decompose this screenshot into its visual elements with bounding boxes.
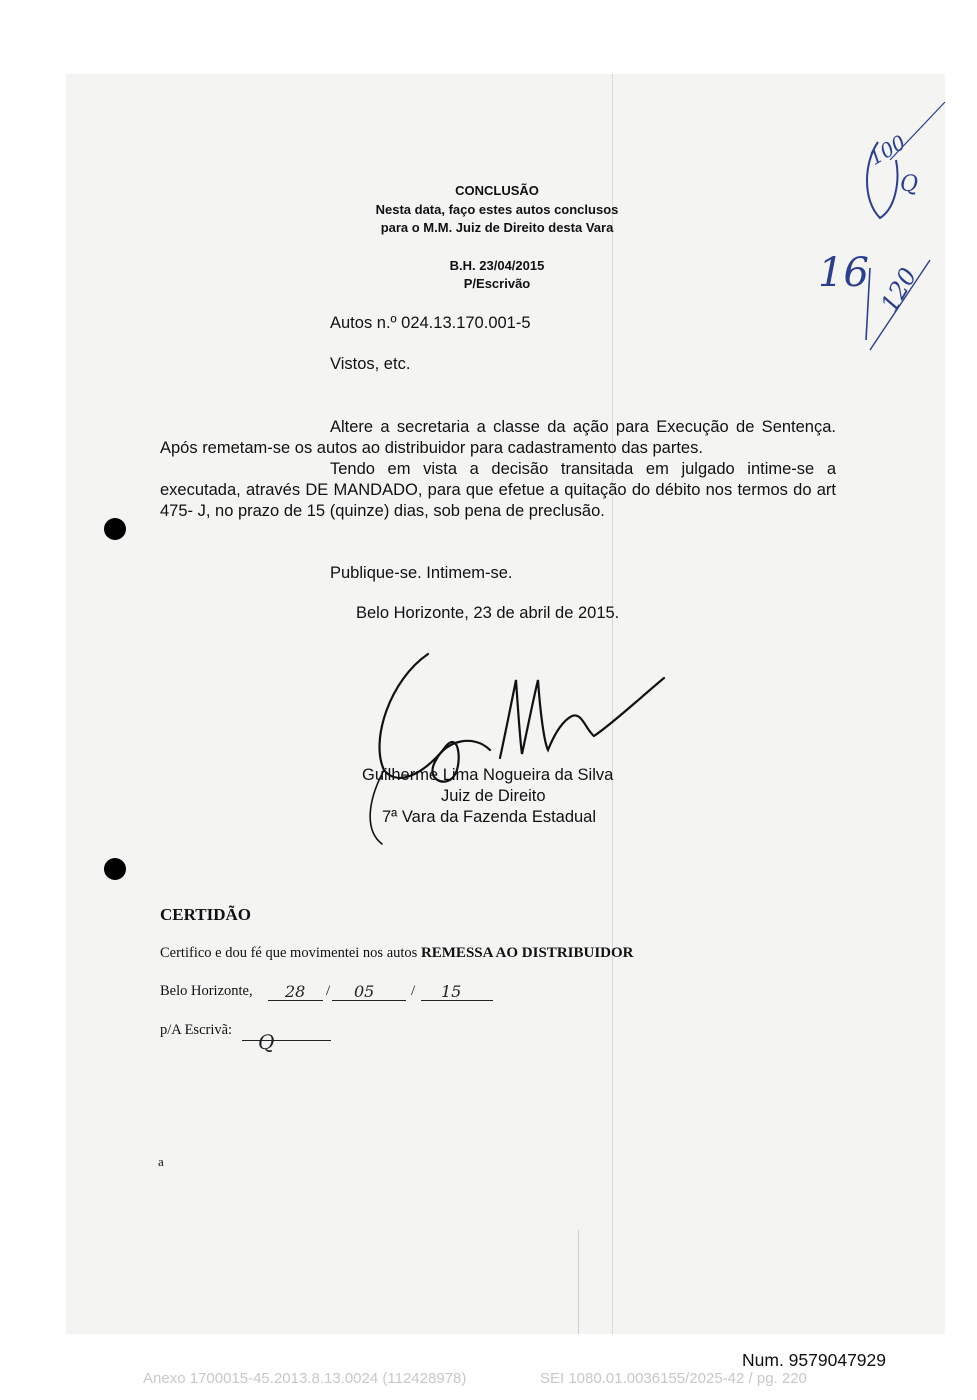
signer-name: Guilherme Lima Nogueira da Silva	[362, 766, 614, 784]
date-separator-2: /	[411, 983, 416, 999]
margin-annotations	[800, 100, 950, 360]
certidao-text	[160, 945, 634, 962]
punch-hole-bottom	[104, 858, 126, 880]
punch-hole-top	[104, 518, 126, 540]
date-separator-1: /	[326, 983, 331, 999]
closing: Publique-se. Intimem-se.	[330, 564, 513, 582]
opening: Vistos, etc.	[330, 355, 411, 373]
certidao-month: 05	[354, 982, 375, 1001]
stray-mark: a	[158, 1154, 164, 1169]
certidao-text-prefix: Certifico e dou fé que movimentei nos autos	[160, 945, 421, 961]
page-fold-line-lower	[578, 1230, 579, 1334]
paragraph-1	[160, 417, 836, 459]
document-number: Num. 9579047929	[742, 1350, 886, 1370]
paragraph-2-text: Tendo em vista a decisão transitada em julgado intime-se a executada, através DE MANDADO, para que efetue a quitação do débito nos termos do art 475- J, no prazo de 15 (quinze) dias, sob pena de preclusão.	[160, 460, 836, 520]
margin-note-top-initial: Q	[900, 172, 919, 197]
clerk-line	[242, 1040, 331, 1041]
margin-note-mid-left: 16	[818, 250, 869, 296]
annex-reference: Anexo 1700015-45.2013.8.13.0024 (112428978)	[143, 1370, 467, 1387]
margin-note-mid-right: 120	[875, 263, 923, 317]
paragraph-2	[160, 459, 836, 522]
case-number: Autos n.º 024.13.170.001-5	[330, 314, 531, 332]
paragraph-1-text: Altere a secretaria a classe da ação para Execução de Sentença. Após remetam-se os autos ao distribuidor para cadastramento das partes.	[160, 418, 836, 457]
stamp-role: P/Escrivão	[463, 276, 531, 291]
certidao-day: 28	[285, 982, 306, 1001]
certidao-place-label: Belo Horizonte,	[160, 983, 253, 999]
stamp-line-2: para o M.M. Juiz de Direito desta Vara	[380, 220, 614, 235]
certidao-text-bold: REMESSA AO DISTRIBUIDOR	[420, 945, 634, 961]
certidao-year: 15	[441, 982, 462, 1001]
certidao-heading: CERTIDÃO	[160, 905, 252, 924]
sei-reference: SEI 1080.01.0036155/2025-42 / pg. 220	[540, 1370, 807, 1387]
stamp-title: CONCLUSÃO	[455, 183, 539, 198]
place-date: Belo Horizonte, 23 de abril de 2015.	[356, 604, 620, 622]
stamp-date: B.H. 23/04/2015	[449, 258, 545, 273]
clerk-initial: Q	[258, 1030, 275, 1054]
margin-note-top: 100	[864, 130, 910, 170]
signer-court: 7ª Vara da Fazenda Estadual	[382, 808, 597, 826]
clerk-label: p/A Escrivã:	[160, 1022, 233, 1038]
signer-title: Juiz de Direito	[441, 787, 546, 805]
stamp-line-1: Nesta data, faço estes autos conclusos	[375, 202, 619, 217]
